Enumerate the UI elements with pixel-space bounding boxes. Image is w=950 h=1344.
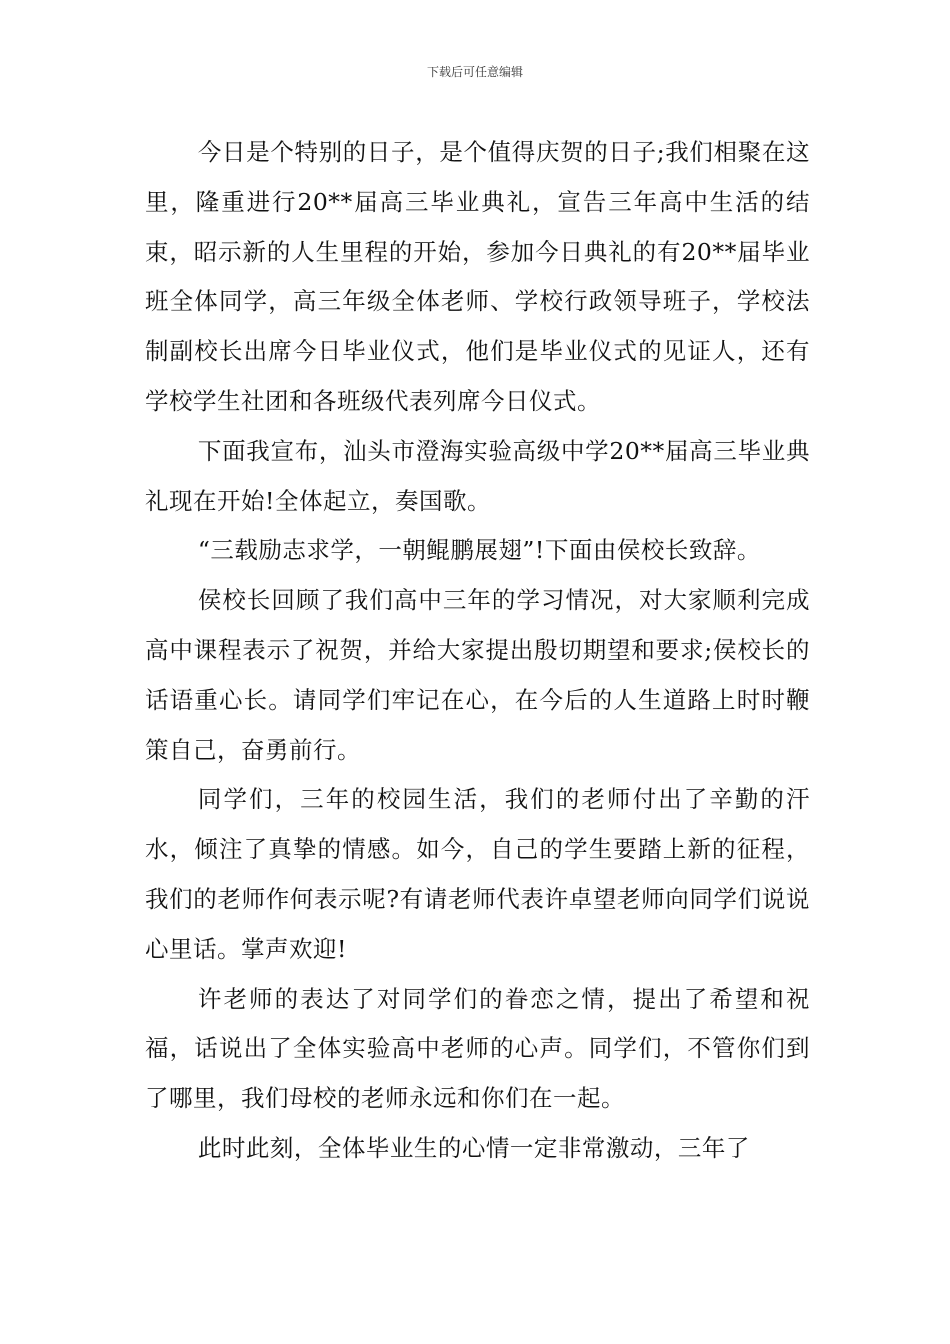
paragraph-graduates: 此时此刻，全体毕业生的心情一定非常激动，三年了 [197,1133,750,1162]
paragraph-announcement: 下面我宣布，汕头市澄海实验高级中学20**届高三毕业典礼现在开始!全体起立，奏国歌。 [145,436,810,515]
paragraph-teacher-speech: 许老师的表达了对同学们的眷恋之情，提出了希望和祝福，话说出了全体实验高中老师的心声。同学们，不管你们到了哪里，我们母校的老师永远和你们在一起。 [145,984,810,1113]
page-header-watermark: 下载后可任意编辑 [426,65,523,79]
paragraph-principal-intro: “三载励志求学，一朝鲲鹏展翅”!下面由侯校长致辞。 [197,536,761,565]
paragraph-principal-speech: 侯校长回顾了我们高中三年的学习情况，对大家顺利完成高中课程表示了祝贺，并给大家提出殷切期望和要求;侯校长的话语重心长。请同学们牢记在心，在今后的人生道路上时时鞭策自己，奋勇前行。 [145,586,810,764]
document-body [145,128,810,1174]
paragraph-opening: 今日是个特别的日子，是个值得庆贺的日子;我们相聚在这里，隆重进行20**届高三毕业典礼，宣告三年高中生活的结束，昭示新的人生里程的开始，参加今日典礼的有20**届毕业班全体同学，高三年级全体老师、学校行政领导班子，学校法制副校长出席今日毕业仪式，他们是毕业仪式的见证人，还有学校学生社团和各班级代表列席今日仪式。 [145,138,810,415]
paragraph-teacher-intro: 同学们，三年的校园生活，我们的老师付出了辛勤的汗水，倾注了真挚的情感。如今，自己的学生要踏上新的征程，我们的老师作何表示呢?有请老师代表许卓望老师向同学们说说心里话。掌声欢迎! [145,785,810,963]
